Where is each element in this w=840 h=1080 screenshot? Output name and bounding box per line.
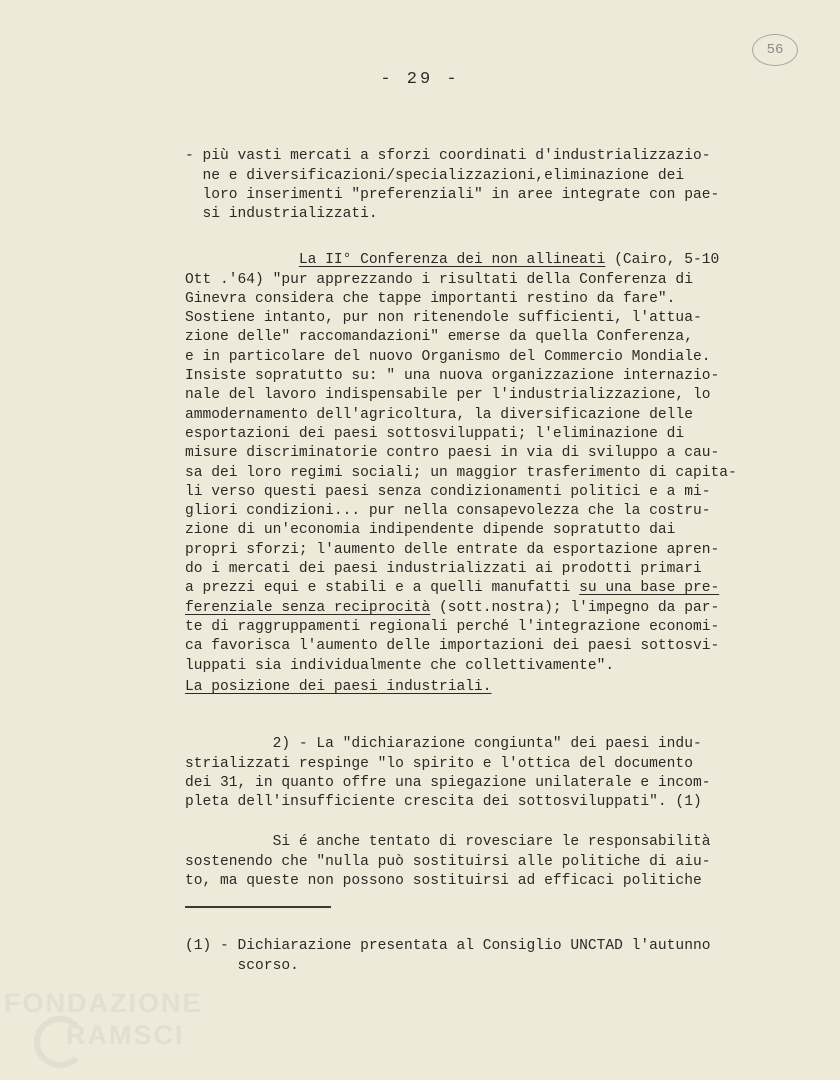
text-line: ammodernamento dell'agricoltura, la diversificazione delle [185,406,693,423]
text-line: esportazioni dei paesi sottosviluppati; l'eliminazione di [185,425,685,442]
text-line: (1) - Dichiarazione presentata al Consiglio UNCTAD l'autunno [185,938,711,955]
text-line: si industrializzati. [185,206,378,223]
text-line: Ott .'64) "pur apprezzando i risultati della Conferenza di [185,271,693,288]
text-line: 2) - La "dichiarazione congiunta" dei paesi indu- [185,736,702,753]
text-line: Sostiene intanto, pur non ritenendole sufficienti, l'attua- [185,310,702,327]
text-line: ca favorisca l'aumento delle importazioni dei paesi sottosvi- [185,638,720,655]
text-line: (Cairo, 5-10 [605,252,720,269]
text-line: sostenendo che "nulla può sostituirsi alle politiche di aiu- [185,853,711,870]
cairo-conference-paragraph [185,232,785,676]
text-line: scorso. [185,957,299,974]
text-line: dei 31, in quanto offre una spiegazione unilaterale e incom- [185,774,711,791]
text-line: loro inserimenti "preferenziali" in aree integrate con pae- [185,186,720,203]
text-line: gliori condizioni... pur nella consapevolezza che la costru- [185,503,711,520]
text-line: e in particolare del nuovo Organismo del Commercio Mondiale. [185,348,711,365]
text-line: luppati sia individualmente che collettivamente". [185,657,615,674]
text-line: Insiste sopratutto su: " una nuova organizzazione internazio- [185,368,720,385]
declaration-paragraph [185,716,785,812]
text-line: ne e diversificazioni/specializzazioni,eliminazione dei [185,167,685,184]
footnote-divider [185,906,331,908]
archive-watermark [4,986,224,1070]
text-line: nale del lavoro indispensabile per l'industrializzazione, lo [185,387,711,404]
text-line: strializzati respinge "lo spirito e l'ottica del documento [185,755,693,772]
text-line: - più vasti mercati a sforzi coordinati d'industrializzazio- [185,148,711,165]
text-line: propri sforzi; l'aumento delle entrate da esportazione apren- [185,541,720,558]
text-line: sa dei loro regimi sociali; un maggior trasferimento di capita- [185,464,737,481]
text-line: Si é anche tentato di rovesciare le responsabilità [185,834,711,851]
text-line: misure discriminatorie contro paesi in via di sviluppo a cau- [185,445,720,462]
cairo-heading: La II° Conferenza dei non allineati [298,252,606,269]
text-line: li verso questi paesi senza condizionamenti politici e a mi- [185,483,711,500]
text-line: (sott.nostra); l'impegno da par- [430,599,720,616]
underlined-emphasis: ferenziale senza reciprocità [185,599,431,616]
responsibility-paragraph [185,814,785,891]
footnote [185,918,785,976]
section-heading: La posizione dei paesi industriali. [185,679,492,695]
watermark-line: RAMSCI [66,1020,185,1050]
text-line: to, ma queste non possono sostituirsi ad efficaci politiche [185,872,702,889]
section-heading-line [185,678,785,697]
archive-page-mark: 56 [752,34,798,66]
indent [185,252,299,268]
text-line: do i mercati dei paesi industrializzati ai prodotti primari [185,561,702,578]
text-line: a prezzi equi e stabili e a quelli manufatti [185,580,580,597]
text-line: zione delle" raccomandazioni" emerse da quella Conferenza, [185,329,693,346]
page-number: - 29 - [380,70,460,89]
text-line: pleta dell'insufficiente crescita dei sottosviluppati". (1) [185,794,702,811]
text-line: zione di un'economia indipendente dipende sopratutto dai [185,522,676,539]
text-line: te di raggruppamenti regionali perché l'integrazione economi- [185,618,720,635]
text-line: Ginevra considera che tappe importanti restino da fare". [185,290,676,307]
watermark-line: FONDAZIONE [4,988,203,1018]
underlined-emphasis: su una base pre- [579,580,720,597]
bullet-paragraph [185,128,785,224]
